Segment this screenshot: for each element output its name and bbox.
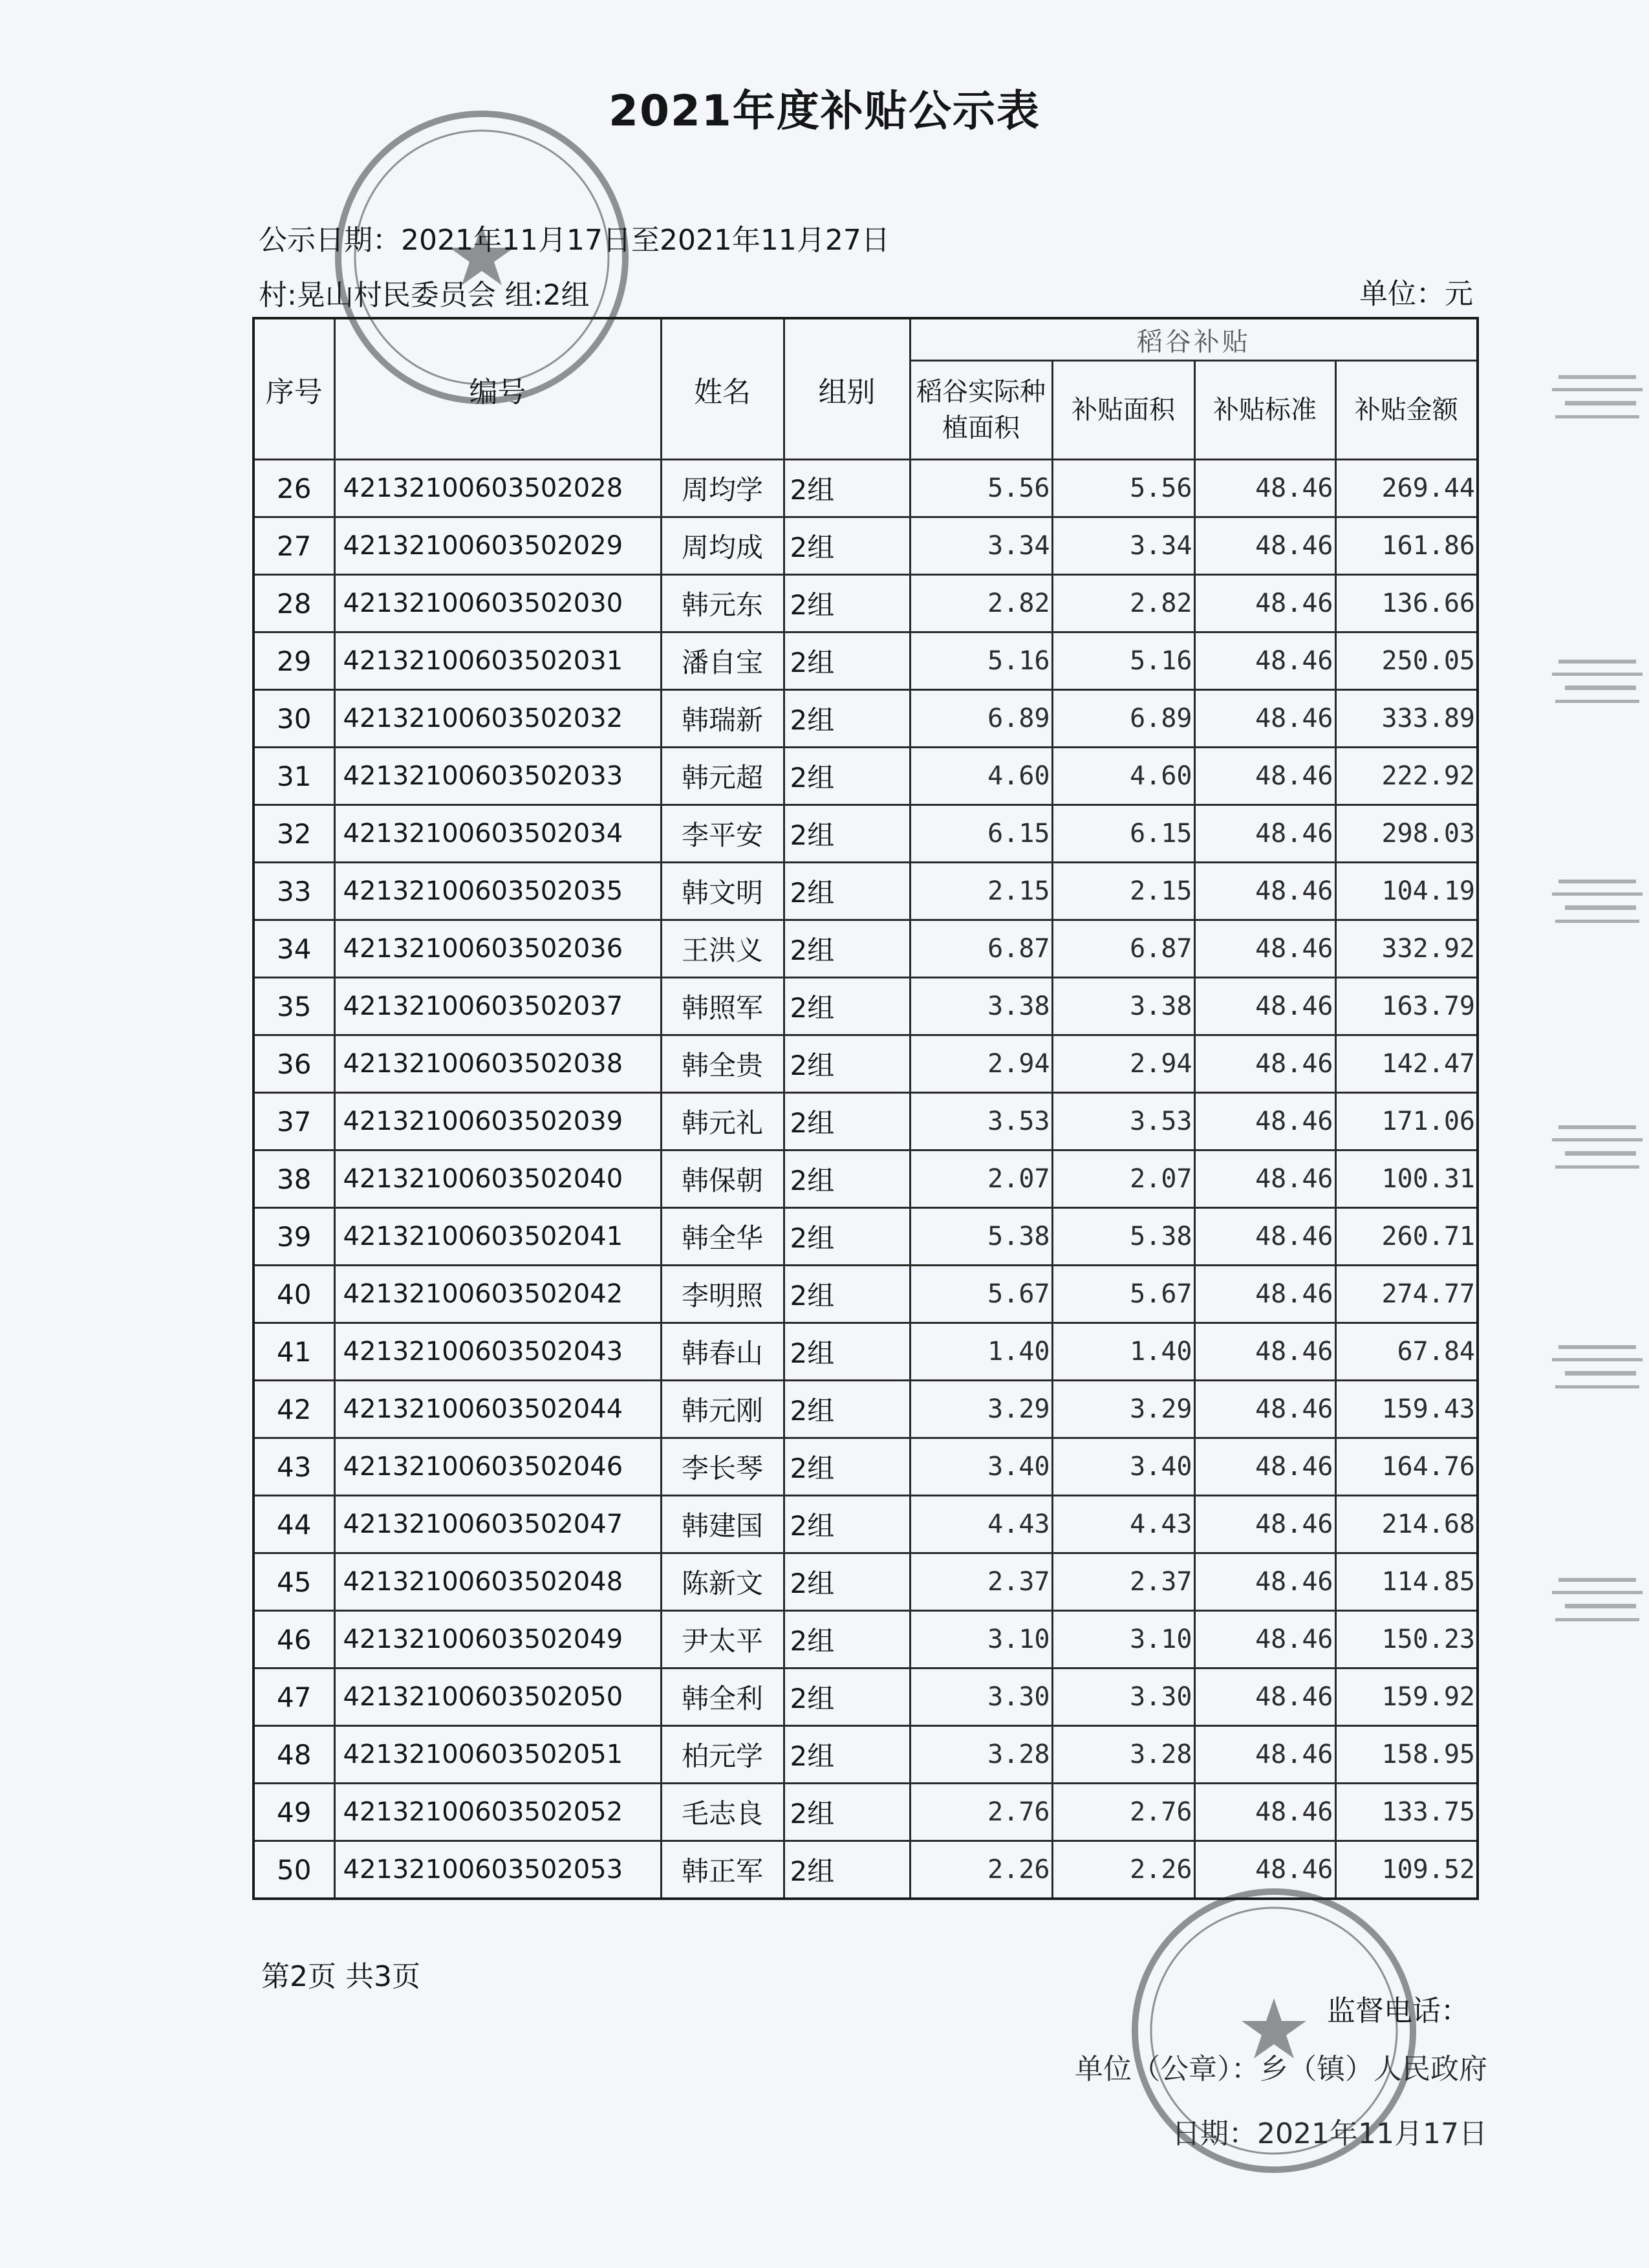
table-row <box>253 1553 1478 1611</box>
subsidy-amount-cell: 171.06 <box>1335 1093 1478 1150</box>
subsidy-area-cell: 4.60 <box>1052 748 1194 805</box>
page-indicator: 第2页 共3页 <box>261 1960 420 1993</box>
scan-artifact <box>1546 362 1649 440</box>
actual-area-cell: 3.30 <box>910 1669 1052 1726</box>
group-cell: 2组 <box>784 920 910 978</box>
group-cell: 2组 <box>784 1438 910 1496</box>
subsidy-amount-cell: 274.77 <box>1335 1266 1478 1323</box>
subsidy-area-cell: 5.67 <box>1052 1266 1194 1323</box>
code-cell: 42132100603502051 <box>334 1726 661 1784</box>
group-cell: 2组 <box>784 1093 910 1150</box>
subsidy-area-cell: 2.37 <box>1052 1553 1194 1611</box>
code-cell: 42132100603502038 <box>334 1035 661 1093</box>
header-code: 编号 <box>334 318 661 460</box>
subsidy-area-cell: 3.10 <box>1052 1611 1194 1669</box>
subsidy-standard-cell: 48.46 <box>1194 1438 1335 1496</box>
subsidy-area-cell: 5.56 <box>1052 460 1194 517</box>
code-cell: 42132100603502037 <box>334 978 661 1035</box>
code-cell: 42132100603502031 <box>334 632 661 690</box>
table-row <box>253 460 1478 517</box>
name-cell: 韩保朝 <box>661 1150 784 1208</box>
seq-cell: 47 <box>253 1669 334 1726</box>
subsidy-amount-cell: 333.89 <box>1335 690 1478 748</box>
table-row <box>253 1266 1478 1323</box>
table-row <box>253 920 1478 978</box>
subsidy-amount-cell: 133.75 <box>1335 1784 1478 1841</box>
subsidy-standard-cell: 48.46 <box>1194 748 1335 805</box>
subsidy-area-cell: 3.40 <box>1052 1438 1194 1496</box>
table-row <box>253 1035 1478 1093</box>
group-cell: 2组 <box>784 1381 910 1438</box>
name-cell: 李平安 <box>661 805 784 863</box>
table-row <box>253 1496 1478 1553</box>
subsidy-standard-cell: 48.46 <box>1194 460 1335 517</box>
table-row <box>253 1438 1478 1496</box>
code-cell: 42132100603502050 <box>334 1669 661 1726</box>
seq-cell: 42 <box>253 1381 334 1438</box>
seq-cell: 45 <box>253 1553 334 1611</box>
subsidy-table <box>252 317 1479 1900</box>
subsidy-table-container <box>252 317 1479 1900</box>
subsidy-amount-cell: 114.85 <box>1335 1553 1478 1611</box>
publish-period: 公示日期：2021年11月17日至2021年11月27日 <box>259 224 890 257</box>
subsidy-amount-cell: 104.19 <box>1335 863 1478 920</box>
actual-area-cell: 2.76 <box>910 1784 1052 1841</box>
subsidy-area-cell: 2.76 <box>1052 1784 1194 1841</box>
subsidy-amount-cell: 332.92 <box>1335 920 1478 978</box>
seq-cell: 44 <box>253 1496 334 1553</box>
code-cell: 42132100603502042 <box>334 1266 661 1323</box>
subsidy-standard-cell: 48.46 <box>1194 575 1335 632</box>
header-rice-subsidy: 稻谷补贴 <box>910 318 1478 361</box>
subsidy-area-cell: 2.07 <box>1052 1150 1194 1208</box>
subsidy-amount-cell: 67.84 <box>1335 1323 1478 1381</box>
actual-area-cell: 5.16 <box>910 632 1052 690</box>
currency-unit-label: 单位：元 <box>1359 277 1473 310</box>
name-cell: 韩元东 <box>661 575 784 632</box>
subsidy-area-cell: 6.87 <box>1052 920 1194 978</box>
name-cell: 韩元刚 <box>661 1381 784 1438</box>
name-cell: 韩全华 <box>661 1208 784 1266</box>
seq-cell: 30 <box>253 690 334 748</box>
subsidy-amount-cell: 150.23 <box>1335 1611 1478 1669</box>
actual-area-cell: 3.29 <box>910 1381 1052 1438</box>
subsidy-standard-cell: 48.46 <box>1194 1093 1335 1150</box>
group-cell: 2组 <box>784 1496 910 1553</box>
name-cell: 周均成 <box>661 517 784 575</box>
subsidy-standard-cell: 48.46 <box>1194 863 1335 920</box>
actual-area-cell: 2.07 <box>910 1150 1052 1208</box>
group-cell: 2组 <box>784 1841 910 1899</box>
code-cell: 42132100603502046 <box>334 1438 661 1496</box>
subsidy-amount-cell: 109.52 <box>1335 1841 1478 1899</box>
subsidy-area-cell: 6.89 <box>1052 690 1194 748</box>
actual-area-cell: 6.89 <box>910 690 1052 748</box>
code-cell: 42132100603502049 <box>334 1611 661 1669</box>
code-cell: 42132100603502053 <box>334 1841 661 1899</box>
subsidy-standard-cell: 48.46 <box>1194 632 1335 690</box>
group-cell: 2组 <box>784 863 910 920</box>
subsidy-amount-cell: 159.92 <box>1335 1669 1478 1726</box>
name-cell: 柏元学 <box>661 1726 784 1784</box>
header-subsidy-amount: 补贴金额 <box>1335 361 1478 460</box>
seq-cell: 35 <box>253 978 334 1035</box>
subsidy-amount-cell: 158.95 <box>1335 1726 1478 1784</box>
code-cell: 42132100603502048 <box>334 1553 661 1611</box>
subsidy-area-cell: 4.43 <box>1052 1496 1194 1553</box>
actual-area-cell: 6.87 <box>910 920 1052 978</box>
actual-area-cell: 4.60 <box>910 748 1052 805</box>
subsidy-area-cell: 3.34 <box>1052 517 1194 575</box>
subsidy-standard-cell: 48.46 <box>1194 1208 1335 1266</box>
seq-cell: 28 <box>253 575 334 632</box>
actual-area-cell: 3.38 <box>910 978 1052 1035</box>
table-row <box>253 1208 1478 1266</box>
seq-cell: 38 <box>253 1150 334 1208</box>
seq-cell: 50 <box>253 1841 334 1899</box>
code-cell: 42132100603502029 <box>334 517 661 575</box>
name-cell: 韩正军 <box>661 1841 784 1899</box>
actual-area-cell: 3.28 <box>910 1726 1052 1784</box>
subsidy-standard-cell: 48.46 <box>1194 1381 1335 1438</box>
subsidy-area-cell: 6.15 <box>1052 805 1194 863</box>
table-row <box>253 748 1478 805</box>
name-cell: 韩文明 <box>661 863 784 920</box>
actual-area-cell: 2.82 <box>910 575 1052 632</box>
seq-cell: 32 <box>253 805 334 863</box>
group-cell: 2组 <box>784 978 910 1035</box>
subsidy-area-cell: 3.29 <box>1052 1381 1194 1438</box>
seq-cell: 29 <box>253 632 334 690</box>
name-cell: 李长琴 <box>661 1438 784 1496</box>
subsidy-area-cell: 3.30 <box>1052 1669 1194 1726</box>
subsidy-standard-cell: 48.46 <box>1194 1841 1335 1899</box>
code-cell: 42132100603502052 <box>334 1784 661 1841</box>
code-cell: 42132100603502028 <box>334 460 661 517</box>
table-row <box>253 632 1478 690</box>
subsidy-area-cell: 2.94 <box>1052 1035 1194 1093</box>
group-cell: 2组 <box>784 1150 910 1208</box>
subsidy-standard-cell: 48.46 <box>1194 690 1335 748</box>
actual-area-cell: 3.40 <box>910 1438 1052 1496</box>
name-cell: 韩春山 <box>661 1323 784 1381</box>
subsidy-standard-cell: 48.46 <box>1194 1323 1335 1381</box>
table-row <box>253 805 1478 863</box>
actual-area-cell: 5.38 <box>910 1208 1052 1266</box>
seq-cell: 48 <box>253 1726 334 1784</box>
seq-cell: 43 <box>253 1438 334 1496</box>
subsidy-area-cell: 5.38 <box>1052 1208 1194 1266</box>
header-subsidy-area: 补贴面积 <box>1052 361 1194 460</box>
subsidy-amount-cell: 164.76 <box>1335 1438 1478 1496</box>
scan-artifact <box>1546 647 1649 724</box>
code-cell: 42132100603502043 <box>334 1323 661 1381</box>
subsidy-amount-cell: 163.79 <box>1335 978 1478 1035</box>
code-cell: 42132100603502030 <box>334 575 661 632</box>
name-cell: 韩全贵 <box>661 1035 784 1093</box>
subsidy-amount-cell: 159.43 <box>1335 1381 1478 1438</box>
group-cell: 2组 <box>784 1669 910 1726</box>
seq-cell: 46 <box>253 1611 334 1669</box>
actual-area-cell: 6.15 <box>910 805 1052 863</box>
subsidy-standard-cell: 48.46 <box>1194 517 1335 575</box>
group-cell: 2组 <box>784 1323 910 1381</box>
name-cell: 韩瑞新 <box>661 690 784 748</box>
subsidy-standard-cell: 48.46 <box>1194 1496 1335 1553</box>
actual-area-cell: 5.67 <box>910 1266 1052 1323</box>
name-cell: 韩照军 <box>661 978 784 1035</box>
name-cell: 周均学 <box>661 460 784 517</box>
code-cell: 42132100603502041 <box>334 1208 661 1266</box>
table-row <box>253 978 1478 1035</box>
group-cell: 2组 <box>784 690 910 748</box>
subsidy-standard-cell: 48.46 <box>1194 1553 1335 1611</box>
name-cell: 韩元超 <box>661 748 784 805</box>
table-row <box>253 1150 1478 1208</box>
header-subsidy-standard: 补贴标准 <box>1194 361 1335 460</box>
subsidy-standard-cell: 48.46 <box>1194 920 1335 978</box>
table-row <box>253 1784 1478 1841</box>
table-row <box>253 1669 1478 1726</box>
group-cell: 2组 <box>784 805 910 863</box>
table-row <box>253 1323 1478 1381</box>
subsidy-standard-cell: 48.46 <box>1194 805 1335 863</box>
name-cell: 尹太平 <box>661 1611 784 1669</box>
group-cell: 2组 <box>784 1266 910 1323</box>
name-cell: 毛志良 <box>661 1784 784 1841</box>
group-cell: 2组 <box>784 748 910 805</box>
group-cell: 2组 <box>784 1553 910 1611</box>
group-cell: 2组 <box>784 1611 910 1669</box>
header-seq: 序号 <box>253 318 334 460</box>
signing-date: 日期：2021年11月17日 <box>1172 2117 1487 2150</box>
document-title: 2021年度补贴公示表 <box>609 86 1040 136</box>
subsidy-area-cell: 1.40 <box>1052 1323 1194 1381</box>
name-cell: 李明照 <box>661 1266 784 1323</box>
actual-area-cell: 5.56 <box>910 460 1052 517</box>
table-row <box>253 1726 1478 1784</box>
seq-cell: 34 <box>253 920 334 978</box>
seq-cell: 27 <box>253 517 334 575</box>
subsidy-standard-cell: 48.46 <box>1194 1726 1335 1784</box>
subsidy-amount-cell: 214.68 <box>1335 1496 1478 1553</box>
name-cell: 王洪义 <box>661 920 784 978</box>
seq-cell: 41 <box>253 1323 334 1381</box>
header-group: 组别 <box>784 318 910 460</box>
code-cell: 42132100603502044 <box>334 1381 661 1438</box>
scan-artifact <box>1546 1332 1649 1410</box>
subsidy-standard-cell: 48.46 <box>1194 1150 1335 1208</box>
actual-area-cell: 3.10 <box>910 1611 1052 1669</box>
header-actual-area: 稻谷实际种植面积 <box>910 361 1052 460</box>
subsidy-amount-cell: 222.92 <box>1335 748 1478 805</box>
scan-artifact <box>1546 867 1649 944</box>
code-cell: 42132100603502047 <box>334 1496 661 1553</box>
name-cell: 潘自宝 <box>661 632 784 690</box>
header-name: 姓名 <box>661 318 784 460</box>
subsidy-amount-cell: 298.03 <box>1335 805 1478 863</box>
group-cell: 2组 <box>784 1208 910 1266</box>
actual-area-cell: 4.43 <box>910 1496 1052 1553</box>
subsidy-area-cell: 2.26 <box>1052 1841 1194 1899</box>
subsidy-amount-cell: 136.66 <box>1335 575 1478 632</box>
name-cell: 陈新文 <box>661 1553 784 1611</box>
group-cell: 2组 <box>784 1035 910 1093</box>
name-cell: 韩建国 <box>661 1496 784 1553</box>
table-row <box>253 1381 1478 1438</box>
issuing-unit: 单位（公章）：乡（镇）人民政府 <box>1075 2053 1487 2086</box>
table-row <box>253 1093 1478 1150</box>
code-cell: 42132100603502039 <box>334 1093 661 1150</box>
actual-area-cell: 2.94 <box>910 1035 1052 1093</box>
code-cell: 42132100603502034 <box>334 805 661 863</box>
seq-cell: 37 <box>253 1093 334 1150</box>
subsidy-amount-cell: 260.71 <box>1335 1208 1478 1266</box>
subsidy-area-cell: 2.15 <box>1052 863 1194 920</box>
subsidy-amount-cell: 250.05 <box>1335 632 1478 690</box>
actual-area-cell: 3.53 <box>910 1093 1052 1150</box>
subsidy-standard-cell: 48.46 <box>1194 1669 1335 1726</box>
code-cell: 42132100603502032 <box>334 690 661 748</box>
subsidy-amount-cell: 142.47 <box>1335 1035 1478 1093</box>
seq-cell: 39 <box>253 1208 334 1266</box>
group-cell: 2组 <box>784 1784 910 1841</box>
scan-artifact <box>1546 1112 1649 1190</box>
seq-cell: 33 <box>253 863 334 920</box>
subsidy-area-cell: 2.82 <box>1052 575 1194 632</box>
subsidy-area-cell: 3.53 <box>1052 1093 1194 1150</box>
code-cell: 42132100603502033 <box>334 748 661 805</box>
subsidy-standard-cell: 48.46 <box>1194 1266 1335 1323</box>
subsidy-standard-cell: 48.46 <box>1194 1611 1335 1669</box>
subsidy-amount-cell: 100.31 <box>1335 1150 1478 1208</box>
subsidy-amount-cell: 269.44 <box>1335 460 1478 517</box>
group-cell: 2组 <box>784 460 910 517</box>
name-cell: 韩全利 <box>661 1669 784 1726</box>
table-row <box>253 690 1478 748</box>
actual-area-cell: 2.26 <box>910 1841 1052 1899</box>
subsidy-standard-cell: 48.46 <box>1194 1035 1335 1093</box>
seq-cell: 49 <box>253 1784 334 1841</box>
group-cell: 2组 <box>784 517 910 575</box>
subsidy-area-cell: 3.38 <box>1052 978 1194 1035</box>
actual-area-cell: 2.37 <box>910 1553 1052 1611</box>
seq-cell: 26 <box>253 460 334 517</box>
village-group-label: 村:晃山村民委员会 组:2组 <box>259 279 590 312</box>
scan-artifact <box>1546 1565 1649 1643</box>
actual-area-cell: 2.15 <box>910 863 1052 920</box>
subsidy-standard-cell: 48.46 <box>1194 978 1335 1035</box>
subsidy-standard-cell: 48.46 <box>1194 1784 1335 1841</box>
code-cell: 42132100603502040 <box>334 1150 661 1208</box>
actual-area-cell: 3.34 <box>910 517 1052 575</box>
seq-cell: 36 <box>253 1035 334 1093</box>
code-cell: 42132100603502035 <box>334 863 661 920</box>
table-row <box>253 1611 1478 1669</box>
actual-area-cell: 1.40 <box>910 1323 1052 1381</box>
seq-cell: 31 <box>253 748 334 805</box>
table-row <box>253 575 1478 632</box>
subsidy-area-cell: 5.16 <box>1052 632 1194 690</box>
subsidy-amount-cell: 161.86 <box>1335 517 1478 575</box>
group-cell: 2组 <box>784 575 910 632</box>
code-cell: 42132100603502036 <box>334 920 661 978</box>
group-cell: 2组 <box>784 1726 910 1784</box>
name-cell: 韩元礼 <box>661 1093 784 1150</box>
table-row <box>253 517 1478 575</box>
table-row <box>253 1841 1478 1899</box>
group-cell: 2组 <box>784 632 910 690</box>
seq-cell: 40 <box>253 1266 334 1323</box>
supervision-phone-label: 监督电话： <box>1327 1994 1469 2027</box>
subsidy-area-cell: 3.28 <box>1052 1726 1194 1784</box>
table-row <box>253 863 1478 920</box>
